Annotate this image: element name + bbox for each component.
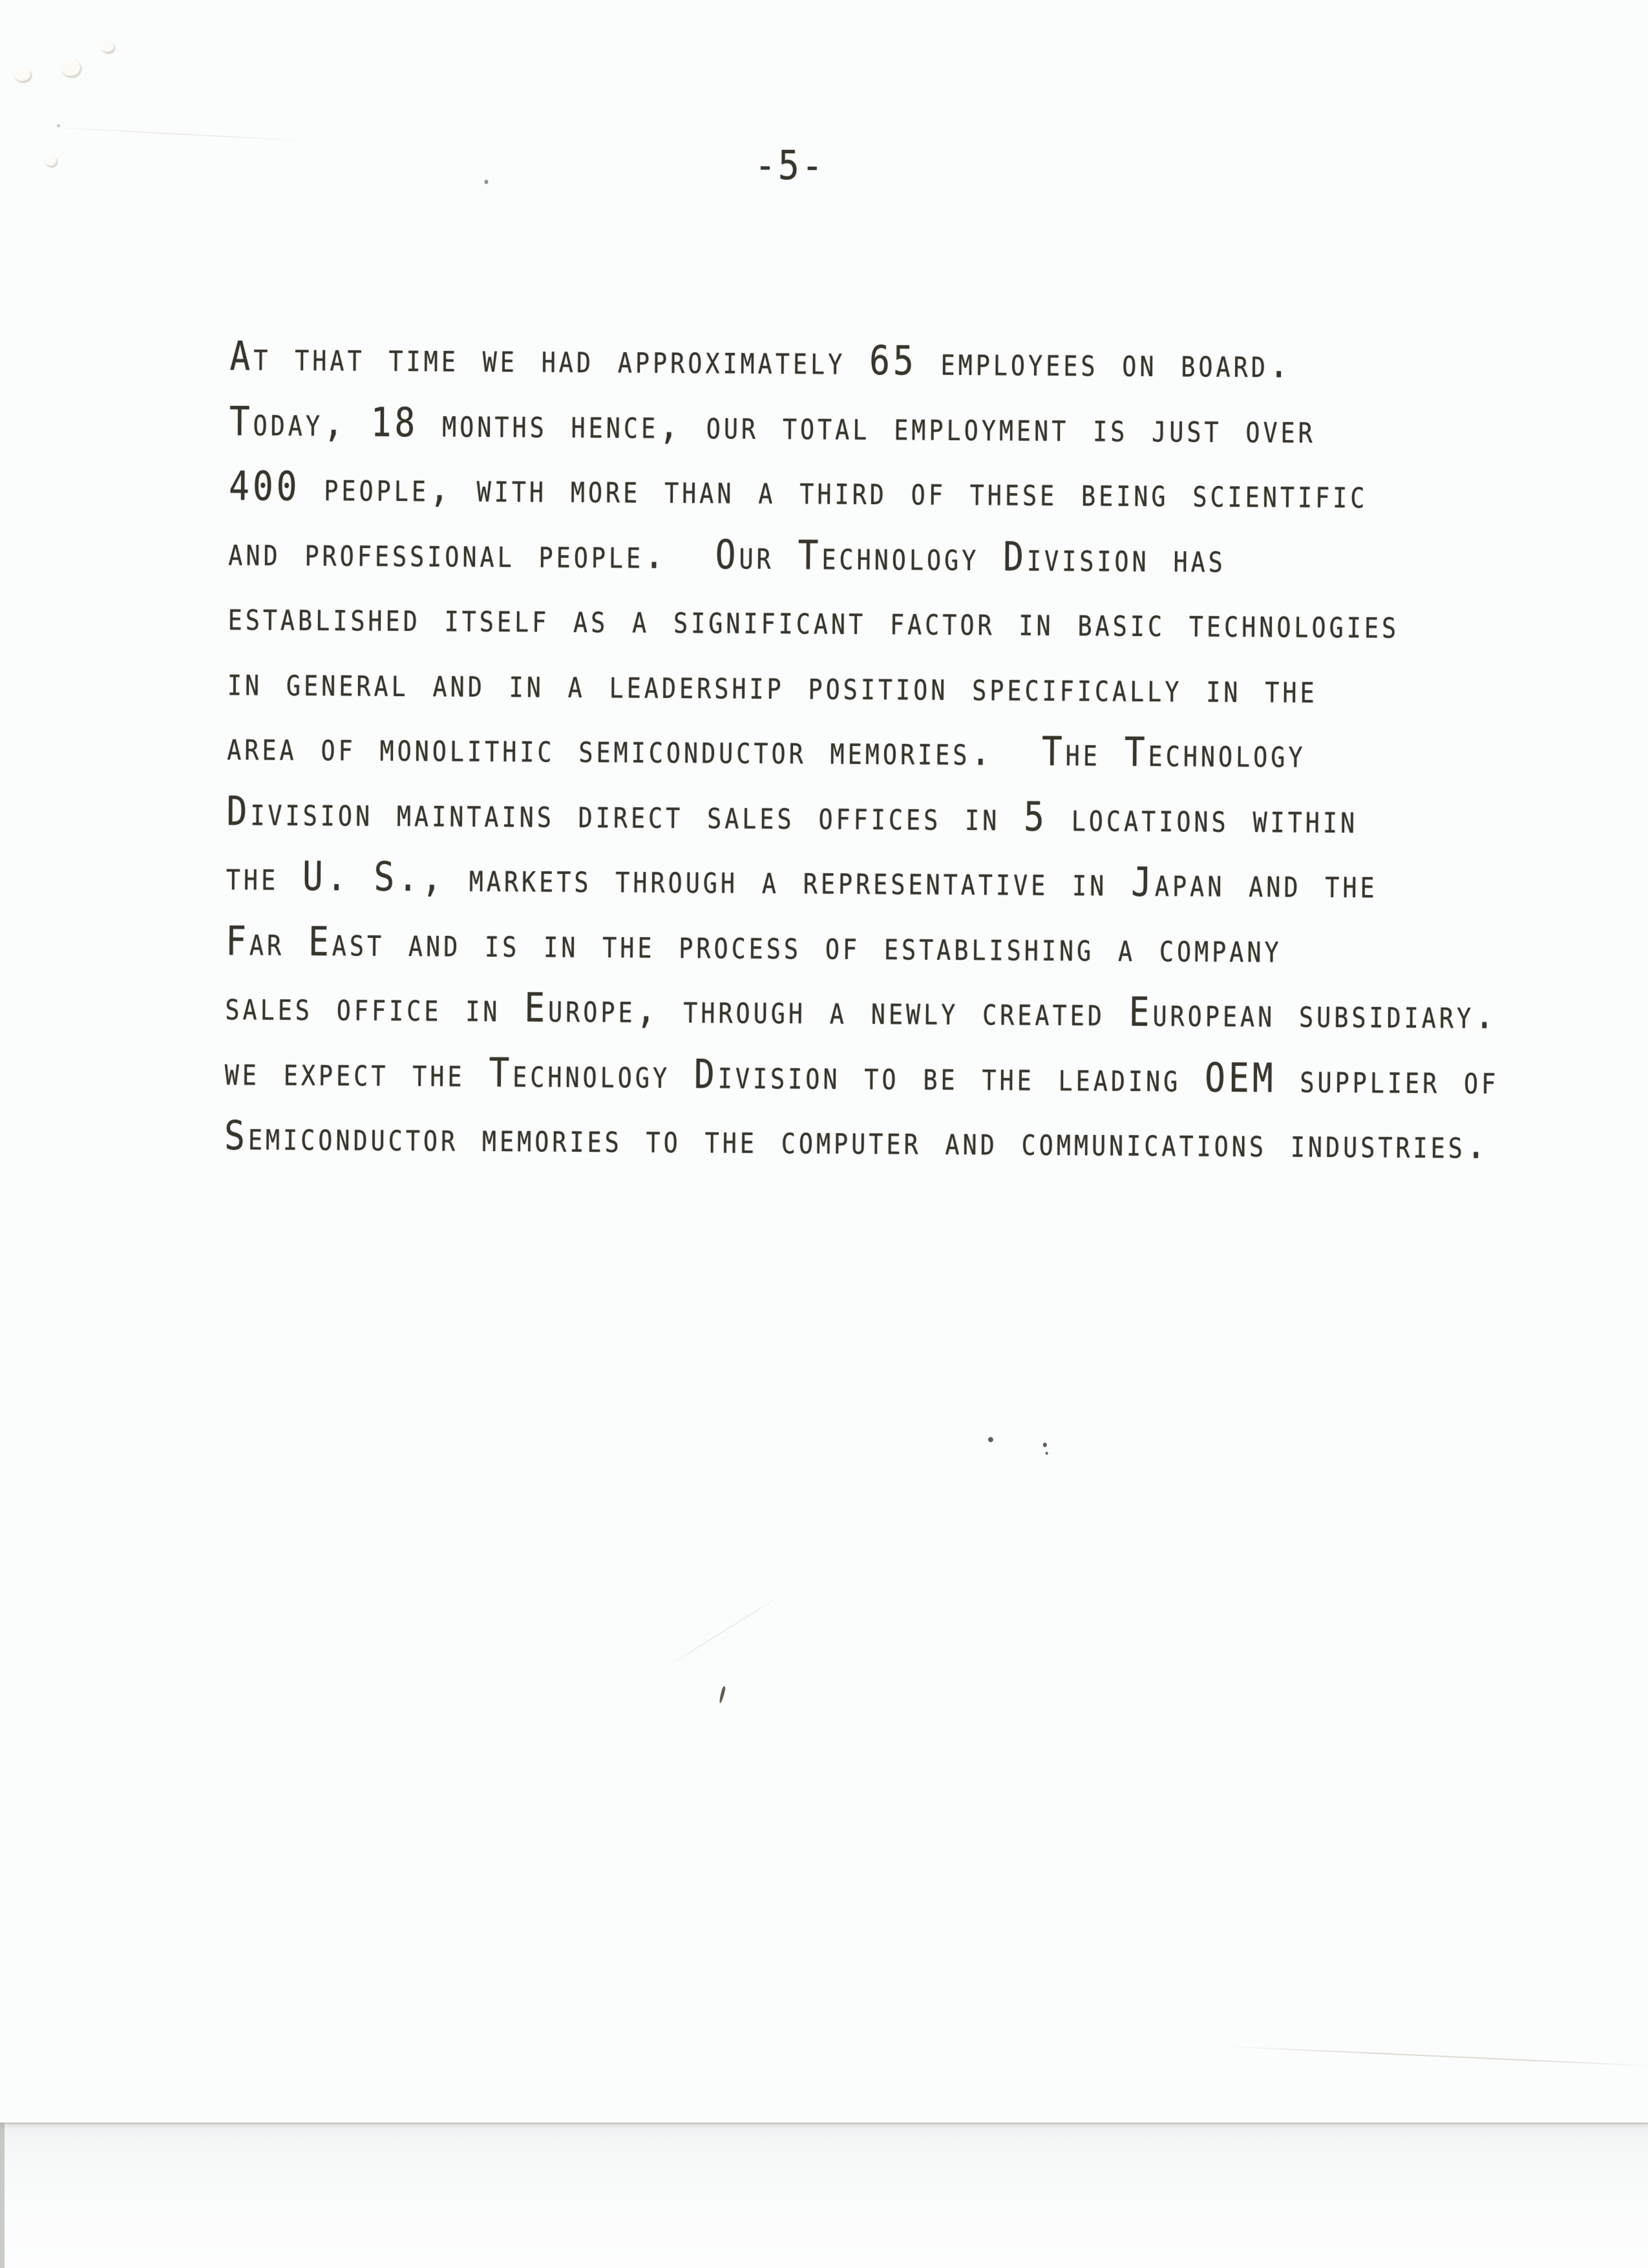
text-line: Semiconductor memories to the computer and communications industries.	[224, 1112, 1490, 1168]
text-line: in general and in a leadership position specifically in the	[227, 657, 1318, 712]
text-line: At that time we had approximately 65 employees on board.	[229, 332, 1293, 387]
text-line: we expect the Technology Division to be the leading OEM supplier of	[224, 1046, 1499, 1103]
text-line: area of monolithic semiconductor memories. The Technology	[227, 722, 1306, 777]
text-line: 400 people, with more than a third of these being scientific	[228, 462, 1368, 518]
text-line: the U. S., markets through a representative in Japan and the	[226, 852, 1379, 907]
ink-speck	[484, 180, 488, 184]
text-line: Division maintains direct sales offices in 5 locations within	[226, 787, 1358, 842]
text-line: established itself as a significant factor in basic technologies	[227, 592, 1400, 648]
ink-speck	[988, 1437, 993, 1442]
text-line: and professional people. Our Technology Division has	[228, 527, 1227, 582]
body-text	[224, 324, 1505, 1177]
scanner-background	[0, 2123, 1648, 2268]
scanner-edge-shadow	[0, 2123, 5, 2268]
text-line: Today, 18 months hence, our total employment is just over	[229, 397, 1316, 452]
pen-mark	[719, 1686, 726, 1703]
ink-speck	[1043, 1443, 1047, 1447]
text-line: sales office in Europe, through a newly created European subsidiary.	[225, 982, 1499, 1038]
page-number: -5-	[754, 141, 825, 189]
text-line: Far East and is in the process of establishing a company	[225, 917, 1283, 971]
